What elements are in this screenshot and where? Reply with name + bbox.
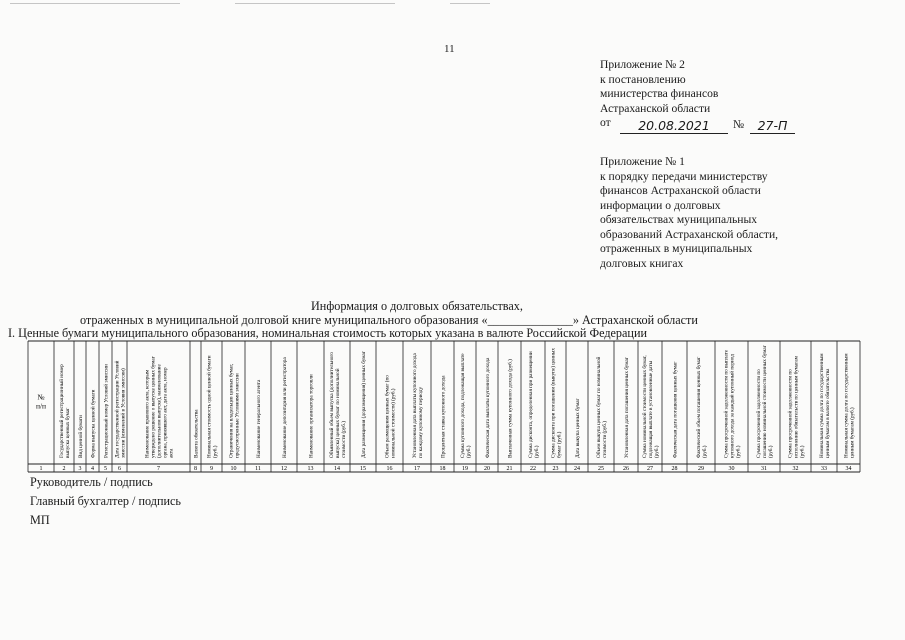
table-column-number: 32 bbox=[792, 466, 799, 472]
table-header-text: Форма выпуска ценной бумаги bbox=[90, 389, 97, 458]
table-header-text: (руб.) bbox=[735, 445, 742, 458]
table-header-text: Установленная дата погашения ценных бумаг bbox=[623, 357, 630, 458]
table-column-number: 4 bbox=[91, 466, 94, 472]
table-column-number: 8 bbox=[194, 466, 197, 472]
table-header-text: стоимости (руб.) bbox=[601, 421, 608, 458]
document-title-line-1: Информация о долговых обязательствах, bbox=[311, 299, 523, 313]
table-header-text: Объем выкупа ценных бумаг по номинальной bbox=[595, 356, 602, 458]
table-header-text: Фактическая дата выплаты купонного дохода bbox=[484, 357, 491, 458]
table-header-text: стоимости (руб.) bbox=[340, 421, 347, 458]
table-column-number: 15 bbox=[360, 466, 366, 472]
table-header-text: Сумма дисконта, определенная при размещении bbox=[527, 351, 534, 458]
stamp-place: МП bbox=[30, 513, 50, 527]
date-prefix: от bbox=[600, 116, 611, 129]
table-column-number: 31 bbox=[761, 466, 767, 472]
table-header-text: Сумма купонного дохода, подлежащая выплате bbox=[459, 353, 466, 458]
table-header-text: Дата выкупа ценных бумаг bbox=[574, 398, 581, 458]
table-column-number: 1 bbox=[39, 466, 43, 472]
table-column-number: 11 bbox=[255, 466, 261, 472]
table-header-text: по каждому купонному периоду bbox=[417, 386, 424, 458]
appendix-1-line: финансов Астраханской области bbox=[600, 184, 761, 197]
table-header-text: Номинальная стоимость одной ценной бумаги bbox=[206, 355, 213, 458]
table-header-text: выпуска) ценных бумаг по номинальной bbox=[334, 368, 341, 458]
table-column-number: 5 bbox=[104, 466, 107, 472]
table-header-text: (руб.) bbox=[212, 445, 219, 458]
table-header-text: органа, принявшего акт, дата акта, номер bbox=[162, 367, 169, 458]
table-header-text: (руб.) bbox=[465, 445, 472, 458]
table-header-text: Сумма просроченной задолженности по выплате bbox=[723, 349, 730, 458]
signature-accountant: Главный бухгалтер / подпись bbox=[30, 494, 181, 508]
table-column-number: 2 bbox=[62, 466, 66, 472]
table-header-text: (руб.) bbox=[533, 445, 540, 458]
appendix-1-line: долговых книгах bbox=[600, 256, 684, 270]
table-column-number: 28 bbox=[671, 466, 678, 472]
table-column-number: 9 bbox=[210, 466, 213, 472]
table-column-number: 23 bbox=[552, 466, 559, 472]
table-header-text: номинальной стоимости) (руб.) bbox=[390, 388, 397, 458]
appendix-2-line: министерства финансов bbox=[600, 87, 719, 100]
table-header-text: Наименование генерального агента bbox=[255, 379, 262, 458]
table-header-text: Сумма просроченной задолженности по bbox=[787, 369, 794, 458]
table-column-number: 12 bbox=[281, 466, 287, 472]
table-column-number: 25 bbox=[598, 466, 604, 472]
table-header-text: Наименование организатора торговли bbox=[308, 374, 315, 458]
table-header-text: акта bbox=[168, 448, 175, 458]
table-header-text: Ограничения на владельцев ценных бумаг, bbox=[228, 363, 235, 458]
table-header-text: Выплаченная сумма купонного дохода (руб.) bbox=[507, 359, 514, 458]
table-column-number: 29 bbox=[698, 466, 704, 472]
table-header-text: Дата государственной регистрации Условий bbox=[114, 360, 121, 458]
table-header-text: Объявленный объем выпуска (дополнительного bbox=[328, 352, 335, 458]
table-column-number: 26 bbox=[623, 466, 629, 472]
table-header-text: купонного дохода за каждый купонный период bbox=[729, 354, 736, 458]
table-column-number: 13 bbox=[307, 466, 314, 472]
table-header-text: (руб.) bbox=[799, 445, 806, 458]
table-column-number: 7 bbox=[157, 466, 160, 472]
decree-date: 20.08.2021 bbox=[620, 118, 728, 134]
appendix-1-line: отраженных в муниципальных bbox=[600, 242, 753, 255]
appendix-1-line: информации о долговых bbox=[600, 198, 721, 212]
table-header-text: эмиссии (изменений в Условия эмиссии) bbox=[120, 368, 127, 458]
table-header-text: Государственный регистрационный номер bbox=[58, 364, 65, 458]
decree-number: 27-П bbox=[750, 118, 795, 134]
table-header-text: Регистрационный номер Условий эмиссии bbox=[103, 364, 110, 458]
table-header-text: Процентная ставка купонного дохода bbox=[440, 375, 447, 458]
table-header-text: Номинальная сумма долга по государственным bbox=[818, 353, 825, 458]
table-column-number: 22 bbox=[530, 466, 536, 472]
table-header-text: Вид ценной бумаги bbox=[77, 415, 84, 458]
table-header-text: Сумма просроченной задолженности по bbox=[755, 369, 762, 458]
table-header-text: Валюта обязательства bbox=[193, 409, 200, 458]
table-column-number: 24 bbox=[574, 466, 580, 472]
table-column-number: 34 bbox=[845, 466, 852, 472]
table-header-text: Фактический объем погашения ценных бумаг bbox=[695, 356, 702, 458]
table-header-text: Дата размещения (доразмещения) ценных бумаг bbox=[360, 351, 367, 458]
table-header-text: (руб.) bbox=[653, 445, 660, 458]
appendix-2-line: к постановлению bbox=[600, 72, 686, 86]
appendix-1-line: обязательствах муниципальных bbox=[600, 213, 758, 226]
appendix-1-line: к порядку передачи министерству bbox=[600, 169, 768, 183]
table-column-number: 18 bbox=[439, 466, 446, 472]
table-header-text: Сумма дисконта при погашении (выкупе) ценных bbox=[550, 348, 557, 458]
table-column-number: 21 bbox=[506, 466, 513, 472]
table-column-number: 17 bbox=[414, 466, 420, 472]
appendix-1-line: Приложение № 1 bbox=[600, 155, 685, 168]
table-column-number: 30 bbox=[728, 466, 735, 472]
table-column-number: 19 bbox=[462, 466, 468, 472]
appendix-2-line: Приложение № 2 bbox=[600, 58, 685, 71]
document-title-line-2: отраженных в муниципальной долговой книге муниципального образования «______________» Астраханской области bbox=[80, 313, 698, 327]
table-header-text: (дополнительном выпуске), наименование bbox=[156, 364, 163, 458]
table-column-number: 3 bbox=[78, 466, 82, 472]
signature-head: Руководитель / подпись bbox=[30, 475, 153, 489]
table-header-text: Наименование правового акта, которым bbox=[144, 369, 151, 458]
table-column-number: 33 bbox=[821, 466, 827, 472]
appendix-1-line: образований Астраханской области, bbox=[600, 227, 779, 241]
table-header-text: Объем размещения ценных бумаг (по bbox=[384, 375, 391, 458]
table-header-text: Фактическая дата погашения ценных бумаг bbox=[672, 361, 679, 458]
table-header-text: выпуска ценных бумаг bbox=[64, 407, 71, 458]
table-header-text: Установленная дата выплаты купонного дохода bbox=[411, 353, 418, 458]
table-column-number: 10 bbox=[230, 466, 237, 472]
table-header-text: Сумма номинальной стоимости ценных бумаг, bbox=[641, 355, 648, 458]
table-header-text: бумаг (руб.) bbox=[556, 431, 563, 458]
table-header-cell: № п/п bbox=[35, 392, 47, 411]
table-column-number: 20 bbox=[484, 466, 490, 472]
table-header-text: подлежащая выплате в установленные даты bbox=[647, 360, 654, 458]
page-number: 11 bbox=[444, 43, 455, 55]
table-header-text: Наименование депозитария или регистратора bbox=[281, 357, 288, 458]
table-header-text: ценным бумагам в валюте обязательства bbox=[824, 368, 831, 458]
table-header-text: ценным бумагам (руб.) bbox=[849, 407, 856, 458]
table-header-text: (руб.) bbox=[767, 445, 774, 458]
table-header-text: погашению номинальной стоимости ценных бумаг bbox=[761, 345, 768, 458]
table-column-number: 27 bbox=[647, 466, 653, 472]
table-header-text: (руб.) bbox=[701, 445, 708, 458]
table-column-number: 14 bbox=[334, 466, 340, 472]
table-header-text: Номинальная сумма долга по государственным bbox=[843, 353, 850, 458]
table-header-text: исполнению обязательств по ценным бумагам bbox=[793, 356, 800, 458]
table-header-text: предусмотренные Условиями эмиссии bbox=[234, 373, 241, 458]
table-header-text: утверждено решение о выпуске ценных бумаг bbox=[150, 356, 157, 458]
number-prefix: № bbox=[733, 118, 745, 131]
section-heading: I. Ценные бумаги муниципального образования, номинальная стоимость которых указана в валюте Российской Федерации bbox=[8, 326, 648, 340]
table-column-number: 16 bbox=[386, 466, 393, 472]
appendix-2-line: Астраханской области bbox=[600, 101, 711, 115]
table-column-number: 6 bbox=[118, 466, 121, 472]
